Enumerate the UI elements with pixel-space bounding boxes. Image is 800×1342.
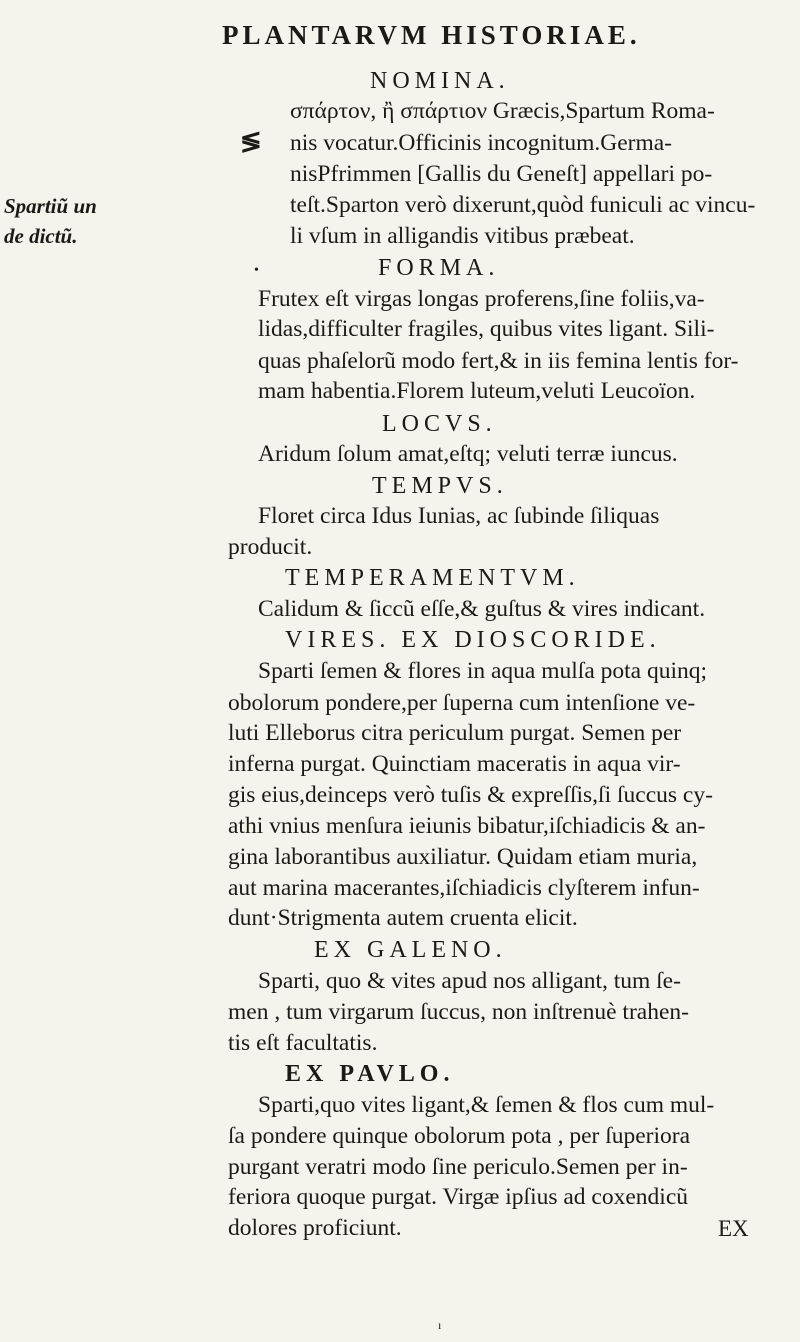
page-mark: ı xyxy=(438,1318,442,1332)
text-line: purgant veratri modo ſine periculo.Semen per in- xyxy=(228,1154,688,1180)
text-line: dolores proficiunt. xyxy=(228,1215,402,1241)
heading-galeno: EX GALENO. xyxy=(314,937,507,963)
text-line: Frutex eſt virgas longas proferens,ſine foliis,va- xyxy=(258,286,705,312)
text-line: obolorum pondere,per ſuperna cum intenſione ve- xyxy=(228,690,696,716)
text-line: teſt.Sparton verò dixerunt,quòd funiculi ac vincu- xyxy=(290,192,756,218)
text-line: Calidum & ſiccũ eſſe,& guſtus & vires indicant. xyxy=(258,596,706,622)
text-line: gis eius,deinceps verò tuſis & expreſſis,ſi ſuccus cy- xyxy=(228,782,713,808)
text-line: feriora quoque purgat. Virgæ ipſius ad coxendicũ xyxy=(228,1184,689,1210)
heading-forma: FORMA. xyxy=(378,255,500,281)
text-line: tis eſt facultatis. xyxy=(228,1030,378,1056)
text-line: li vſum in alligandis vitibus præbeat. xyxy=(290,223,635,249)
marginal-symbol: ≶ xyxy=(240,127,262,156)
text-line: Sparti, quo & vites apud nos alligant, tum ſe- xyxy=(258,968,681,994)
text-line: Sparti ſemen & flores in aqua mulſa pota quinq; xyxy=(258,658,708,684)
text-line: σπάρτον, ἢ σπάρτιον Græcis,Spartum Roma- xyxy=(290,98,715,124)
heading-paulo: EX PAVLO. xyxy=(285,1061,455,1087)
text-line: nisPfrimmen [Gallis du Geneſt] appellari po- xyxy=(290,161,713,187)
text-line: men , tum virgarum ſuccus, non inſtrenuè trahen- xyxy=(228,999,689,1025)
text-line: mam habentia.Florem luteum,veluti Leucoïon. xyxy=(258,378,696,404)
heading-locus: LOCVS. xyxy=(382,411,497,437)
heading-tempus: TEMPVS. xyxy=(372,473,508,499)
text-line: Aridum ſolum amat,eſtq; veluti terræ iuncus. xyxy=(258,441,678,467)
bullet-mark: • xyxy=(254,263,259,278)
text-line: inferna purgat. Quinctiam maceratis in aqua vir- xyxy=(228,751,681,777)
margin-note-line-1: Spartiũ un xyxy=(4,194,97,218)
text-line: gina laborantibus auxiliatur. Quidam etiam muria, xyxy=(228,844,698,870)
text-line: athi vnius menſura ieiunis bibatur,iſchiadicis & an- xyxy=(228,813,706,839)
running-head: PLANTARVM HISTORIAE. xyxy=(222,20,641,50)
text-line: dunt·Strigmenta autem cruenta elicit. xyxy=(228,905,578,931)
text-line: Sparti,quo vites ligant,& ſemen & flos cum mul- xyxy=(258,1092,715,1118)
text-line: nis vocatur.Officinis incognitum.Germa- xyxy=(290,130,673,156)
text-line: luti Elleborus citra periculum purgat. Semen per xyxy=(228,720,682,746)
margin-note-line-2: de dictũ. xyxy=(4,224,78,248)
text-line: lidas,difficulter fragiles, quibus vites ligant. Sili- xyxy=(258,316,715,342)
heading-vires: VIRES. EX DIOSCORIDE. xyxy=(285,627,661,653)
text-line: aut marina macerantes,iſchiadicis clyſterem infun- xyxy=(228,875,700,901)
text-line: quas phaſelorũ modo fert,& in iis femina lentis for- xyxy=(258,348,739,374)
heading-nomina: NOMINA. xyxy=(370,68,510,94)
catchword: EX xyxy=(718,1216,749,1241)
text-line: producit. xyxy=(228,534,313,560)
text-line: ſa pondere quinque obolorum pota , per ſuperiora xyxy=(228,1123,691,1149)
heading-temperamentum: TEMPERAMENTVM. xyxy=(285,565,580,591)
text-line: Floret circa Idus Iunias, ac ſubinde ſiliquas xyxy=(258,503,660,529)
